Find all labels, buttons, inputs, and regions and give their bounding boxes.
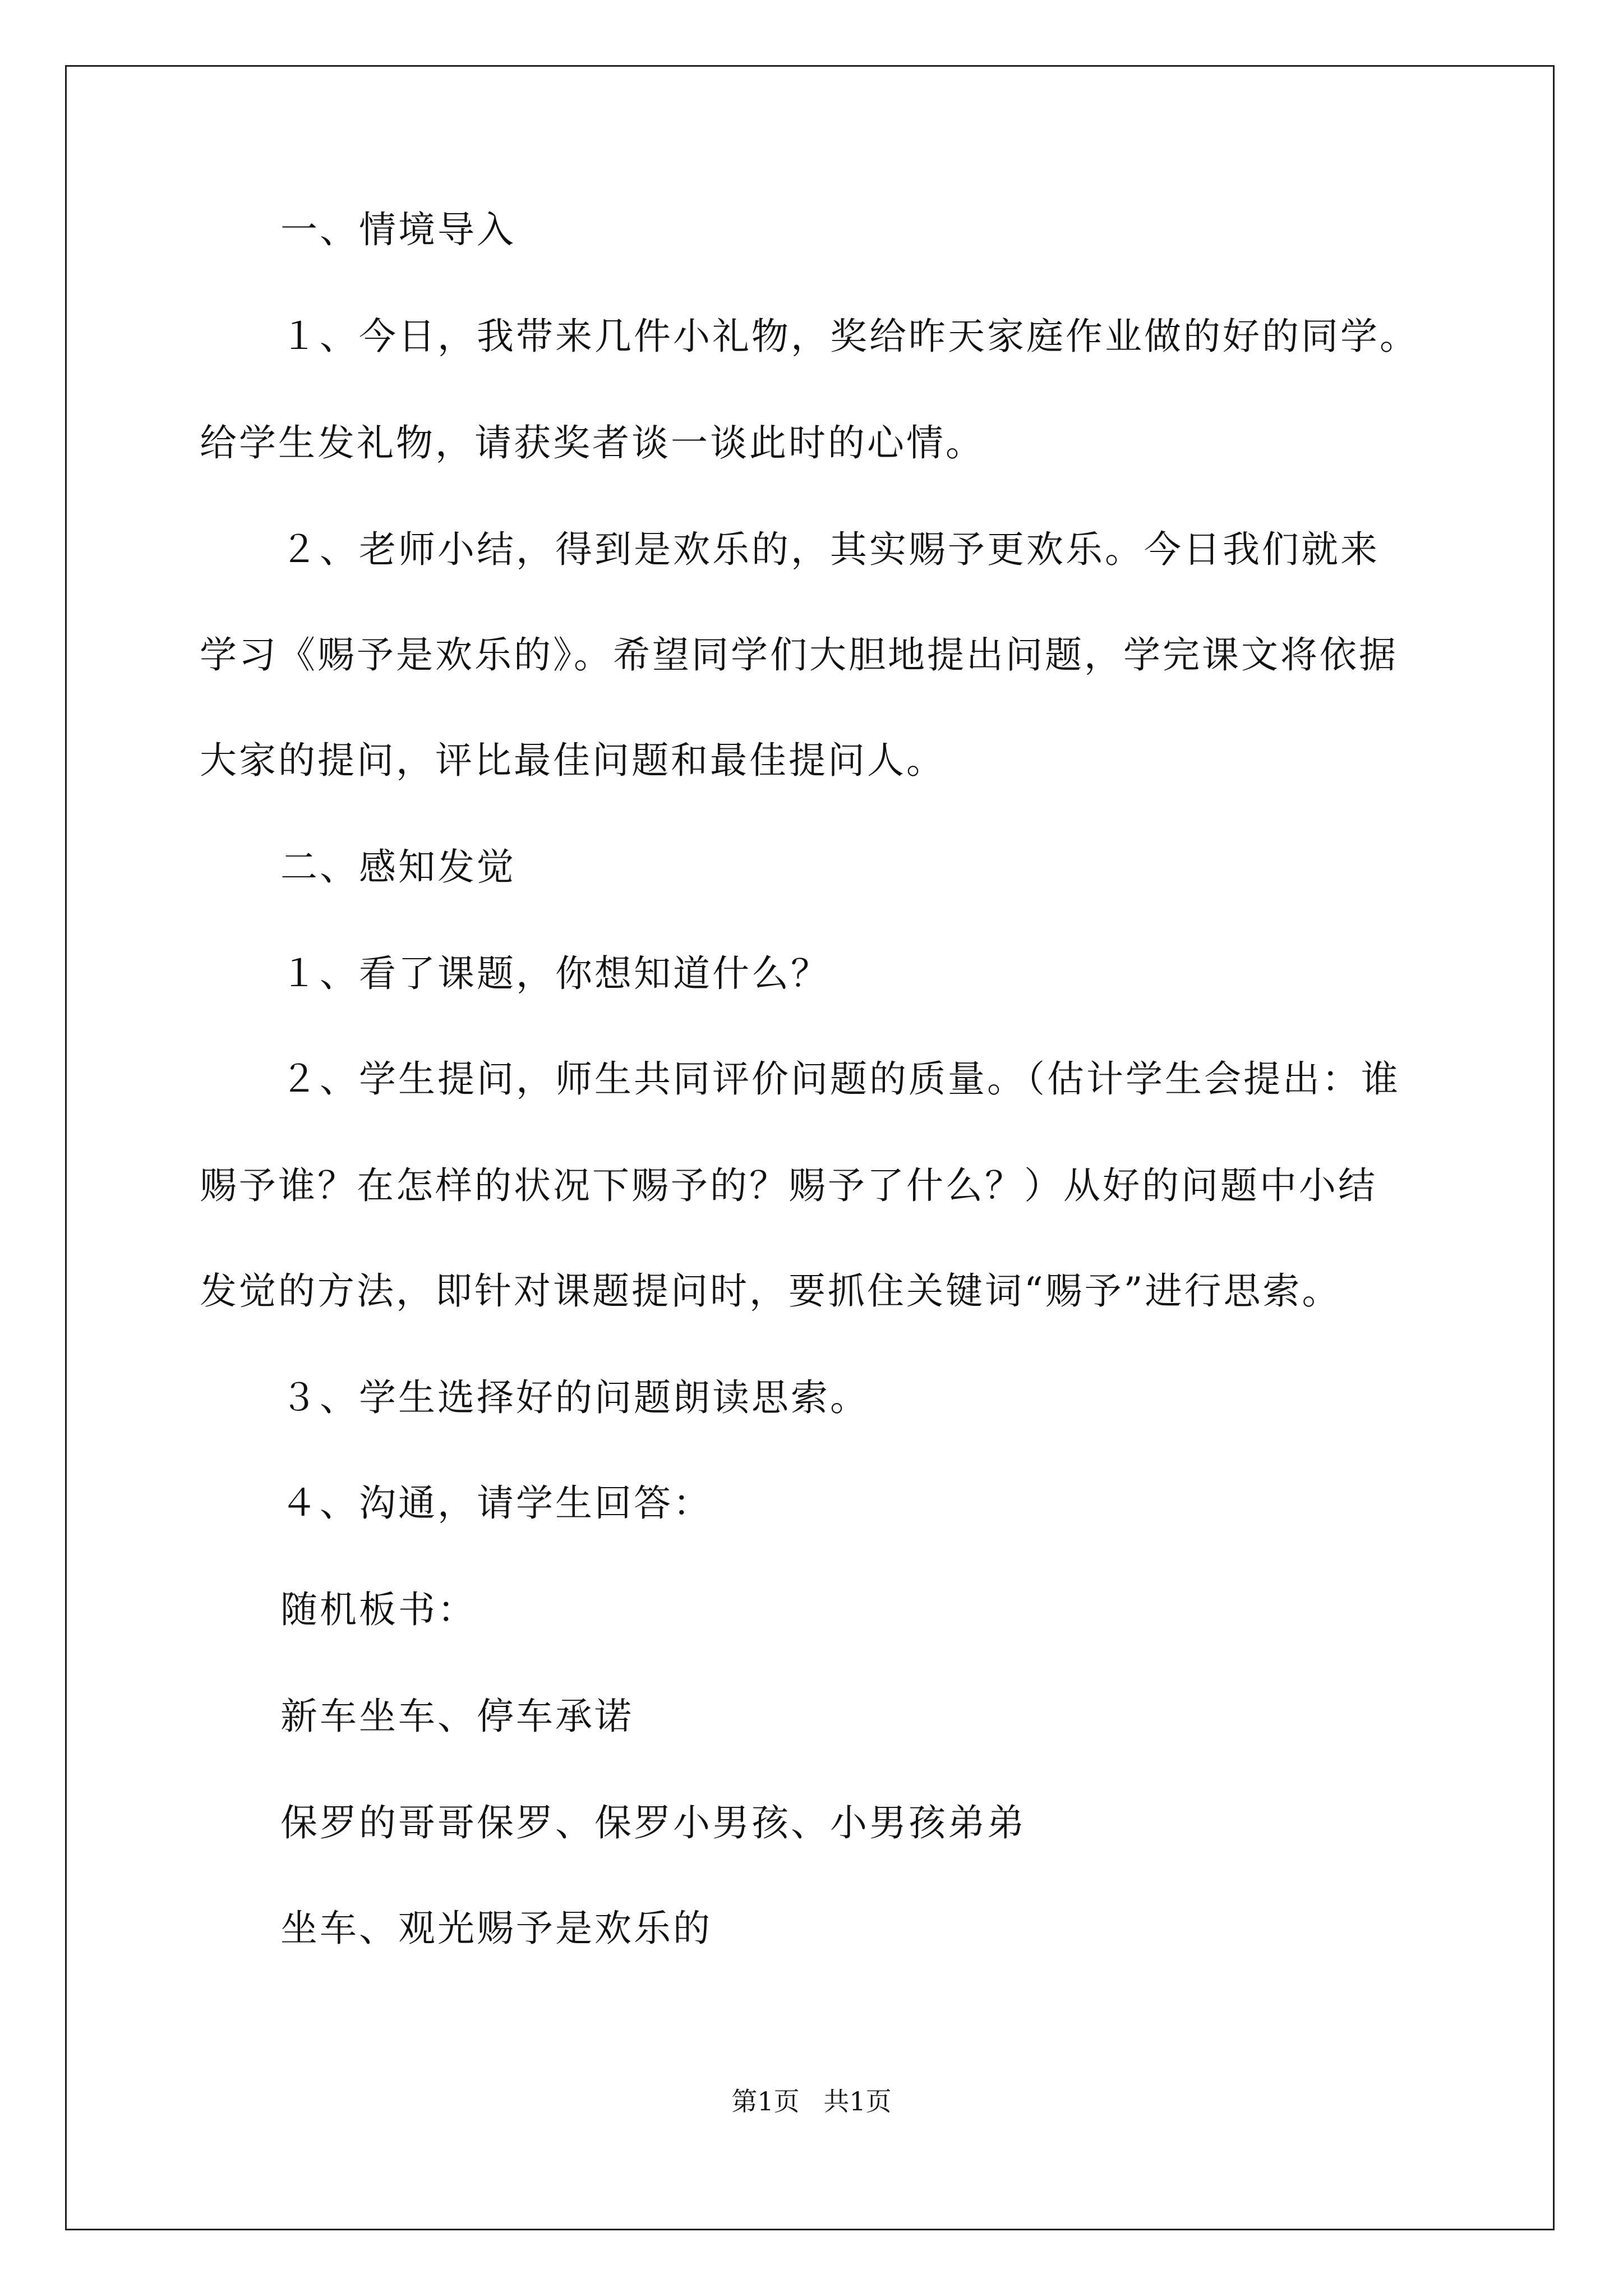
paragraph-line: 发觉的方法，即针对课题提问时，要抓住关键词“赐予”进行思索。	[200, 1269, 1341, 1313]
paragraph-line: 学习《赐予是欢乐的》。希望同学们大胆地提出问题，学完课文将依据	[200, 633, 1398, 677]
paragraph-line: 大家的提问，评比最佳问题和最佳提问人。	[200, 739, 946, 782]
page-border	[65, 65, 1555, 2230]
paragraph-line: ２、老师小结，得到是欢乐的，其实赐予更欢乐。今日我们就来	[280, 528, 1380, 571]
section-heading-perception: 二、感知发觉	[280, 845, 516, 889]
board-note-line: 新车坐车、停车承诺	[280, 1695, 634, 1738]
page-number: 第1页	[731, 2086, 800, 2116]
paragraph-line: ３、学生选择好的问题朗读思索。	[280, 1376, 869, 1419]
paragraph-line: ４、沟通，请学生回答：	[280, 1481, 712, 1525]
page-footer	[0, 2086, 1623, 2117]
section-heading-intro: 一、情境导入	[280, 208, 516, 251]
paragraph-line: 随机板书：	[280, 1588, 477, 1631]
paragraph-line: １、看了课题，你想知道什么？	[280, 952, 830, 995]
board-note-line: 保罗的哥哥保罗、保罗小男孩、小男孩弟弟	[280, 1801, 1026, 1844]
paragraph-line: 给学生发礼物，请获奖者谈一谈此时的心情。	[200, 421, 985, 464]
paragraph-line: ２、学生提问，师生共同评价问题的质量。（估计学生会提出：谁	[280, 1057, 1400, 1101]
page-total: 共1页	[823, 2086, 892, 2116]
board-note-line: 坐车、观光赐予是欢乐的	[280, 1907, 712, 1950]
paragraph-line: 赐予谁？在怎样的状况下赐予的？赐予了什么？）从好的问题中小结	[200, 1164, 1377, 1207]
paragraph-line: １、今日，我带来几件小礼物，奖给昨天家庭作业做的好的同学。	[280, 315, 1419, 358]
